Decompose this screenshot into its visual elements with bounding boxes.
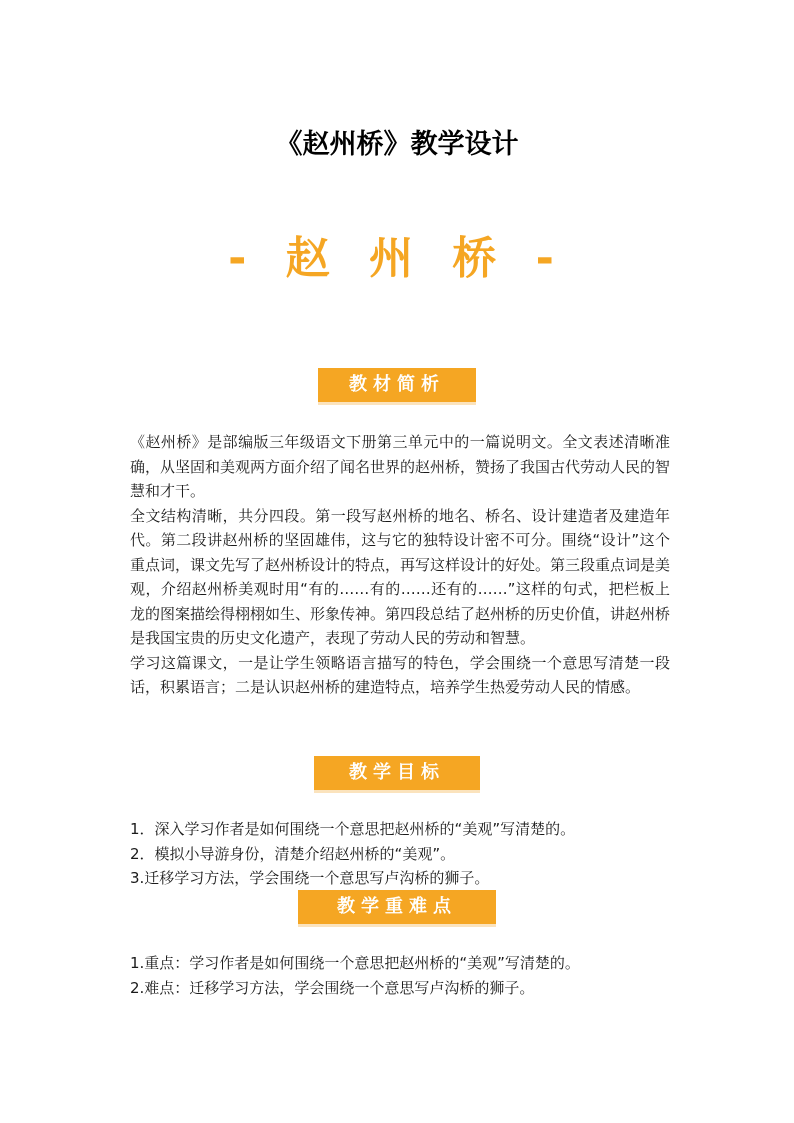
list-item: 2．模拟小导游身份，清楚介绍赵州桥的“美观”。 — [130, 844, 456, 863]
analysis-text — [130, 430, 670, 700]
list-item: 2.难点：迁移学习方法，学会围绕一个意思写卢沟桥的狮子。 — [130, 978, 535, 997]
section-tag-goals: 教学目标 — [314, 756, 480, 790]
list-item: 1.重点：学习作者是如何围绕一个意思把赵州桥的“美观”写清楚的。 — [130, 954, 580, 972]
analysis-paragraph: 学习这篇课文，一是让学生领略语言描写的特色，学会围绕一个意思写清楚一段话，积累语言；二是认识赵州桥的建造特点，培养学生热爱劳动人民的情感。 — [130, 653, 670, 696]
list-item: 3.迁移学习方法，学会围绕一个意思写卢沟桥的狮子。 — [130, 869, 490, 887]
document-title: 《赵州桥》教学设计 — [275, 129, 519, 160]
key-points-list — [130, 951, 690, 1000]
section-tag-key-points: 教学重难点 — [298, 890, 496, 924]
section-tag-analysis: 教材简析 — [318, 368, 476, 402]
lesson-heading: - 赵 州 桥 - — [228, 233, 566, 284]
analysis-paragraph: 全文结构清晰，共分四段。第一段写赵州桥的地名、桥名、设计建造者及建造年代。第二段讲赵州桥的坚固雄伟，这与它的独特设计密不可分。围绕“设计”这个重点词，课文先写了赵州桥设计的特点，再写这样设计的好处。第三段重点词是美观，介绍赵州桥美观时用“有的……有的……还有的……”这样的句式，把栏板上龙的图案描绘得栩栩如生、形象传神。第四段总结了赵州桥的历史价值，讲赵州桥是我国宝贵的历史文化遗产，表现了劳动人民的劳动和智慧。 — [130, 506, 671, 647]
goals-list — [130, 817, 690, 891]
list-item: 1．深入学习作者是如何围绕一个意思把赵州桥的“美观”写清楚的。 — [130, 820, 576, 838]
analysis-paragraph: 《赵州桥》是部编版三年级语文下册第三单元中的一篇说明文。全文表述清晰准确，从坚固和美观两方面介绍了闻名世界的赵州桥，赞扬了我国古代劳动人民的智慧和才干。 — [130, 433, 671, 500]
